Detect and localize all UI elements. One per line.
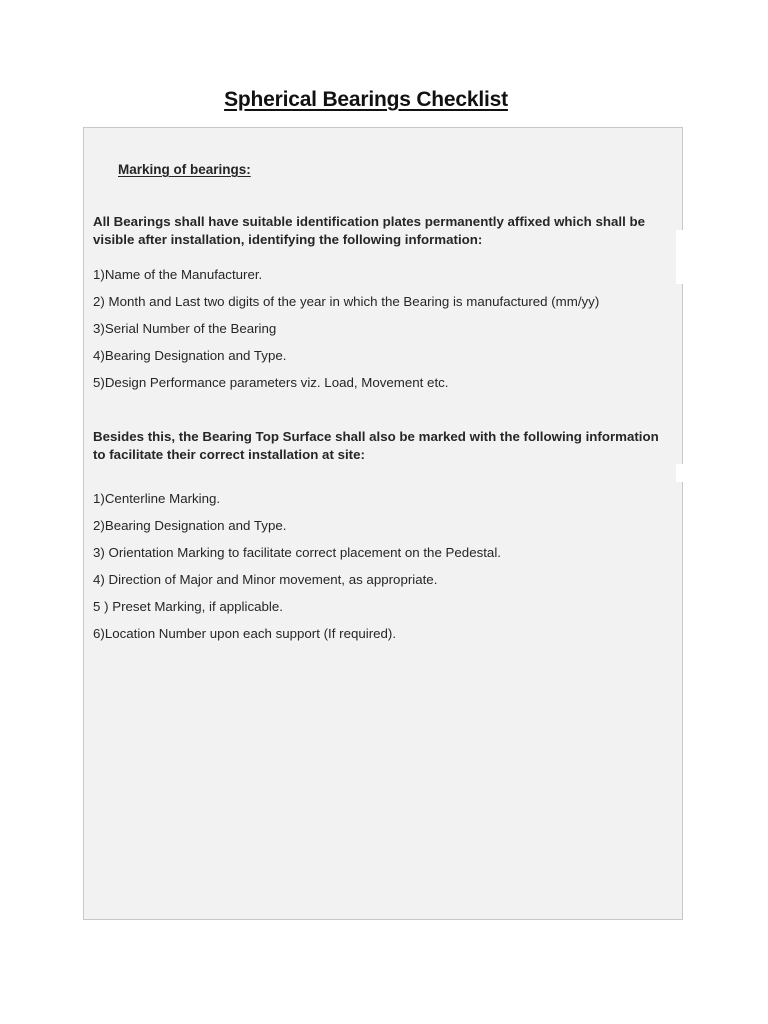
top-surface-paragraph: Besides this, the Bearing Top Surface shall also be marked with the following information to facilitate their correct installation at site:	[93, 429, 659, 462]
list-item: 3)Serial Number of the Bearing	[93, 321, 277, 336]
list-item: 1)Centerline Marking.	[93, 491, 221, 506]
identification-list	[93, 266, 599, 401]
list-item: 3) Orientation Marking to facilitate correct placement on the Pedestal.	[93, 545, 501, 560]
list-item: 2)Bearing Designation and Type.	[93, 518, 287, 533]
list-item: 2) Month and Last two digits of the year in which the Bearing is manufactured (mm/yy)	[93, 294, 600, 309]
list-item: 4) Direction of Major and Minor movement, as appropriate.	[93, 572, 438, 587]
list-item: 5)Design Performance parameters viz. Load, Movement etc.	[93, 375, 449, 390]
list-item: 4)Bearing Designation and Type.	[93, 348, 287, 363]
box-notch	[676, 230, 684, 284]
list-item: 6)Location Number upon each support (If required).	[93, 626, 397, 641]
top-surface-list	[93, 490, 501, 652]
box-notch	[676, 464, 684, 482]
section-heading: Marking of bearings:	[118, 162, 251, 177]
list-item: 5 ) Preset Marking, if applicable.	[93, 599, 283, 614]
document-title: Spherical Bearings Checklist	[224, 88, 508, 111]
intro-paragraph: All Bearings shall have suitable identification plates permanently affixed which shall be visible after installation, identifying the following information:	[93, 214, 645, 247]
list-item: 1)Name of the Manufacturer.	[93, 267, 263, 282]
